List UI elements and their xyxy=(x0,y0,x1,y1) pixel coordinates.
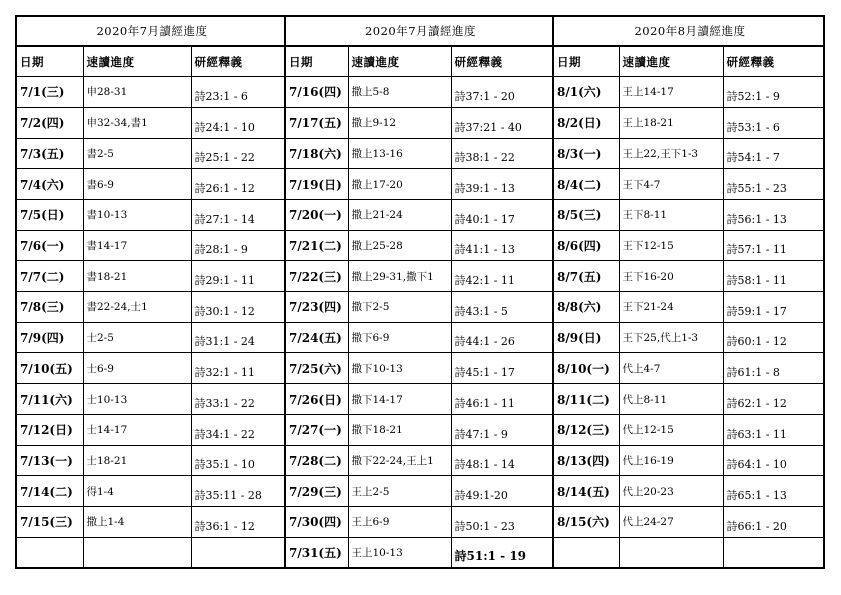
table-row xyxy=(553,506,824,537)
study-cell: 詩24:1 - 10 xyxy=(191,107,285,138)
date-cell: 8/7(五) xyxy=(553,261,619,292)
table-row xyxy=(553,230,824,261)
progress-cell: 王上6-9 xyxy=(348,506,451,537)
study-header: 研經釋義 xyxy=(723,46,824,76)
date-cell: 7/27(一) xyxy=(285,414,348,445)
date-cell: 7/25(六) xyxy=(285,353,348,384)
progress-cell: 撒上21-24 xyxy=(348,199,451,230)
date-cell: 8/6(四) xyxy=(553,230,619,261)
progress-cell: 書6-9 xyxy=(83,169,191,200)
progress-cell: 代上16-19 xyxy=(619,445,723,476)
progress-header: 速讀進度 xyxy=(83,46,191,76)
table-row xyxy=(553,384,824,415)
study-cell: 詩66:1 - 20 xyxy=(723,506,824,537)
study-cell: 詩33:1 - 22 xyxy=(191,384,285,415)
study-cell: 詩64:1 - 10 xyxy=(723,445,824,476)
date-cell: 8/12(三) xyxy=(553,414,619,445)
progress-cell: 得1-4 xyxy=(83,476,191,507)
progress-cell: 撒下22-24,王上1 xyxy=(348,445,451,476)
table-row xyxy=(285,292,553,323)
study-cell: 詩60:1 - 12 xyxy=(723,322,824,353)
date-cell: 7/15(三) xyxy=(16,506,83,537)
progress-cell: 士10-13 xyxy=(83,384,191,415)
progress-cell: 王上14-17 xyxy=(619,77,723,108)
study-header: 研經釋義 xyxy=(451,46,553,76)
table-row xyxy=(553,199,824,230)
progress-cell: 撒上9-12 xyxy=(348,107,451,138)
progress-cell: 王上22,王下1-3 xyxy=(619,138,723,169)
date-cell: 7/17(五) xyxy=(285,107,348,138)
table-row xyxy=(16,353,285,384)
date-cell: 7/1(三) xyxy=(16,77,83,108)
table-row xyxy=(553,138,824,169)
date-header: 日期 xyxy=(285,46,348,76)
study-cell: 詩47:1 - 9 xyxy=(451,414,553,445)
date-cell: 7/5(日) xyxy=(16,199,83,230)
date-cell: 7/13(一) xyxy=(16,445,83,476)
progress-cell: 王上2-5 xyxy=(348,476,451,507)
progress-header: 速讀進度 xyxy=(619,46,723,76)
progress-cell: 士14-17 xyxy=(83,414,191,445)
table-row xyxy=(16,169,285,200)
date-cell: 8/11(二) xyxy=(553,384,619,415)
study-header: 研經釋義 xyxy=(191,46,285,76)
date-cell: 7/23(四) xyxy=(285,292,348,323)
date-cell: 7/24(五) xyxy=(285,322,348,353)
study-cell: 詩49:1-20 xyxy=(451,476,553,507)
schedule-table-july-1 xyxy=(15,15,286,569)
table-row xyxy=(285,322,553,353)
table-row xyxy=(16,414,285,445)
table-row xyxy=(285,476,553,507)
progress-cell: 王下25,代上1-3 xyxy=(619,322,723,353)
table-row xyxy=(285,230,553,261)
progress-cell: 撒下14-17 xyxy=(348,384,451,415)
table-row xyxy=(285,199,553,230)
study-cell: 詩37:21 - 40 xyxy=(451,107,553,138)
date-header: 日期 xyxy=(553,46,619,76)
study-cell: 詩36:1 - 12 xyxy=(191,506,285,537)
study-cell: 詩44:1 - 26 xyxy=(451,322,553,353)
progress-cell xyxy=(619,537,723,568)
table-row xyxy=(16,476,285,507)
table-row xyxy=(553,414,824,445)
study-cell: 詩32:1 - 11 xyxy=(191,353,285,384)
date-cell: 7/26(日) xyxy=(285,384,348,415)
progress-cell: 王下4-7 xyxy=(619,169,723,200)
progress-cell: 撒下2-5 xyxy=(348,292,451,323)
study-cell: 詩39:1 - 13 xyxy=(451,169,553,200)
date-cell: 7/8(三) xyxy=(16,292,83,323)
progress-cell: 撒上1-4 xyxy=(83,506,191,537)
study-cell: 詩37:1 - 20 xyxy=(451,77,553,108)
progress-cell: 書2-5 xyxy=(83,138,191,169)
study-cell: 詩51:1 - 19 xyxy=(451,537,553,568)
study-cell: 詩41:1 - 13 xyxy=(451,230,553,261)
progress-cell: 申32-34,書1 xyxy=(83,107,191,138)
date-cell: 7/14(二) xyxy=(16,476,83,507)
date-cell: 7/28(二) xyxy=(285,445,348,476)
date-cell: 8/4(二) xyxy=(553,169,619,200)
table-row xyxy=(285,414,553,445)
table-title: 2020年7月讀經進度 xyxy=(285,16,553,46)
date-header: 日期 xyxy=(16,46,83,76)
study-cell: 詩25:1 - 22 xyxy=(191,138,285,169)
progress-cell: 王上18-21 xyxy=(619,107,723,138)
date-cell: 7/2(四) xyxy=(16,107,83,138)
table-row xyxy=(16,107,285,138)
table-row xyxy=(553,77,824,108)
progress-cell: 撒上17-20 xyxy=(348,169,451,200)
date-cell: 7/16(四) xyxy=(285,77,348,108)
title-row xyxy=(16,16,285,46)
study-cell: 詩62:1 - 12 xyxy=(723,384,824,415)
date-cell: 7/19(日) xyxy=(285,169,348,200)
progress-cell: 士6-9 xyxy=(83,353,191,384)
date-cell: 8/1(六) xyxy=(553,77,619,108)
date-cell: 7/4(六) xyxy=(16,169,83,200)
date-cell: 8/3(一) xyxy=(553,138,619,169)
progress-cell: 王下16-20 xyxy=(619,261,723,292)
progress-cell: 王上10-13 xyxy=(348,537,451,568)
study-cell: 詩29:1 - 11 xyxy=(191,261,285,292)
title-row xyxy=(553,16,824,46)
study-cell: 詩61:1 - 8 xyxy=(723,353,824,384)
progress-cell: 書10-13 xyxy=(83,199,191,230)
progress-cell: 代上4-7 xyxy=(619,353,723,384)
table-row xyxy=(285,384,553,415)
study-cell: 詩27:1 - 14 xyxy=(191,199,285,230)
table-row xyxy=(553,169,824,200)
table-row xyxy=(285,138,553,169)
date-cell: 7/20(一) xyxy=(285,199,348,230)
table-row xyxy=(16,537,285,568)
date-cell: 8/9(日) xyxy=(553,322,619,353)
progress-cell: 書18-21 xyxy=(83,261,191,292)
progress-cell: 書22-24,士1 xyxy=(83,292,191,323)
study-cell: 詩52:1 - 9 xyxy=(723,77,824,108)
table-row xyxy=(553,353,824,384)
table-row xyxy=(553,261,824,292)
date-cell: 7/31(五) xyxy=(285,537,348,568)
table-row xyxy=(16,138,285,169)
study-cell: 詩45:1 - 17 xyxy=(451,353,553,384)
table-row xyxy=(16,230,285,261)
date-cell: 7/12(日) xyxy=(16,414,83,445)
study-cell: 詩31:1 - 24 xyxy=(191,322,285,353)
date-cell xyxy=(16,537,83,568)
progress-cell: 士18-21 xyxy=(83,445,191,476)
study-cell: 詩48:1 - 14 xyxy=(451,445,553,476)
study-cell: 詩42:1 - 11 xyxy=(451,261,553,292)
progress-cell xyxy=(83,537,191,568)
progress-cell: 撒上5-8 xyxy=(348,77,451,108)
progress-cell: 撒下10-13 xyxy=(348,353,451,384)
progress-cell: 士2-5 xyxy=(83,322,191,353)
progress-cell: 撒上13-16 xyxy=(348,138,451,169)
study-cell xyxy=(191,537,285,568)
schedule-table-july-2 xyxy=(284,15,554,569)
date-cell: 7/11(六) xyxy=(16,384,83,415)
table-row xyxy=(553,537,824,568)
table-row xyxy=(16,292,285,323)
study-cell: 詩35:11 - 28 xyxy=(191,476,285,507)
table-row xyxy=(285,107,553,138)
table-title: 2020年7月讀經進度 xyxy=(16,16,285,46)
study-cell: 詩40:1 - 17 xyxy=(451,199,553,230)
study-cell: 詩23:1 - 6 xyxy=(191,77,285,108)
progress-cell: 撒下6-9 xyxy=(348,322,451,353)
progress-cell: 代上20-23 xyxy=(619,476,723,507)
study-cell: 詩56:1 - 13 xyxy=(723,199,824,230)
date-cell: 7/30(四) xyxy=(285,506,348,537)
progress-cell: 王下8-11 xyxy=(619,199,723,230)
study-cell: 詩26:1 - 12 xyxy=(191,169,285,200)
study-cell xyxy=(723,537,824,568)
progress-cell: 王下21-24 xyxy=(619,292,723,323)
table-row xyxy=(16,77,285,108)
table-row xyxy=(553,322,824,353)
date-cell: 8/14(五) xyxy=(553,476,619,507)
table-row xyxy=(285,169,553,200)
table-row xyxy=(553,292,824,323)
table-row xyxy=(16,384,285,415)
table-row xyxy=(285,537,553,568)
title-row xyxy=(285,16,553,46)
table-row xyxy=(285,353,553,384)
table-row xyxy=(16,199,285,230)
table-row xyxy=(553,445,824,476)
table-row xyxy=(285,261,553,292)
date-cell: 8/13(四) xyxy=(553,445,619,476)
progress-cell: 撒上29-31,撒下1 xyxy=(348,261,451,292)
date-cell: 7/7(二) xyxy=(16,261,83,292)
progress-cell: 代上24-27 xyxy=(619,506,723,537)
date-cell: 8/8(六) xyxy=(553,292,619,323)
date-cell: 7/3(五) xyxy=(16,138,83,169)
table-row xyxy=(553,107,824,138)
schedule-table-august xyxy=(552,15,825,569)
date-cell xyxy=(553,537,619,568)
study-cell: 詩28:1 - 9 xyxy=(191,230,285,261)
header-row xyxy=(16,46,285,76)
date-cell: 7/9(四) xyxy=(16,322,83,353)
date-cell: 8/2(日) xyxy=(553,107,619,138)
progress-cell: 王下12-15 xyxy=(619,230,723,261)
progress-cell: 撒上25-28 xyxy=(348,230,451,261)
date-cell: 7/29(三) xyxy=(285,476,348,507)
table-row xyxy=(16,445,285,476)
date-cell: 7/22(三) xyxy=(285,261,348,292)
date-cell: 8/5(三) xyxy=(553,199,619,230)
study-cell: 詩57:1 - 11 xyxy=(723,230,824,261)
table-row xyxy=(285,506,553,537)
progress-cell: 書14-17 xyxy=(83,230,191,261)
date-cell: 7/10(五) xyxy=(16,353,83,384)
table-row xyxy=(285,445,553,476)
study-cell: 詩59:1 - 17 xyxy=(723,292,824,323)
study-cell: 詩46:1 - 11 xyxy=(451,384,553,415)
study-cell: 詩43:1 - 5 xyxy=(451,292,553,323)
progress-cell: 代上12-15 xyxy=(619,414,723,445)
study-cell: 詩65:1 - 13 xyxy=(723,476,824,507)
study-cell: 詩30:1 - 12 xyxy=(191,292,285,323)
study-cell: 詩55:1 - 23 xyxy=(723,169,824,200)
table-row xyxy=(553,476,824,507)
progress-header: 速讀進度 xyxy=(348,46,451,76)
table-row xyxy=(285,77,553,108)
header-row xyxy=(553,46,824,76)
progress-cell: 代上8-11 xyxy=(619,384,723,415)
date-cell: 7/6(一) xyxy=(16,230,83,261)
date-cell: 7/21(二) xyxy=(285,230,348,261)
table-row xyxy=(16,506,285,537)
study-cell: 詩54:1 - 7 xyxy=(723,138,824,169)
date-cell: 8/10(一) xyxy=(553,353,619,384)
study-cell: 詩35:1 - 10 xyxy=(191,445,285,476)
study-cell: 詩58:1 - 11 xyxy=(723,261,824,292)
progress-cell: 撒下18-21 xyxy=(348,414,451,445)
study-cell: 詩34:1 - 22 xyxy=(191,414,285,445)
table-row xyxy=(16,322,285,353)
study-cell: 詩53:1 - 6 xyxy=(723,107,824,138)
study-cell: 詩63:1 - 11 xyxy=(723,414,824,445)
table-row xyxy=(16,261,285,292)
header-row xyxy=(285,46,553,76)
date-cell: 7/18(六) xyxy=(285,138,348,169)
table-title: 2020年8月讀經進度 xyxy=(553,16,824,46)
date-cell: 8/15(六) xyxy=(553,506,619,537)
progress-cell: 申28-31 xyxy=(83,77,191,108)
study-cell: 詩50:1 - 23 xyxy=(451,506,553,537)
study-cell: 詩38:1 - 22 xyxy=(451,138,553,169)
